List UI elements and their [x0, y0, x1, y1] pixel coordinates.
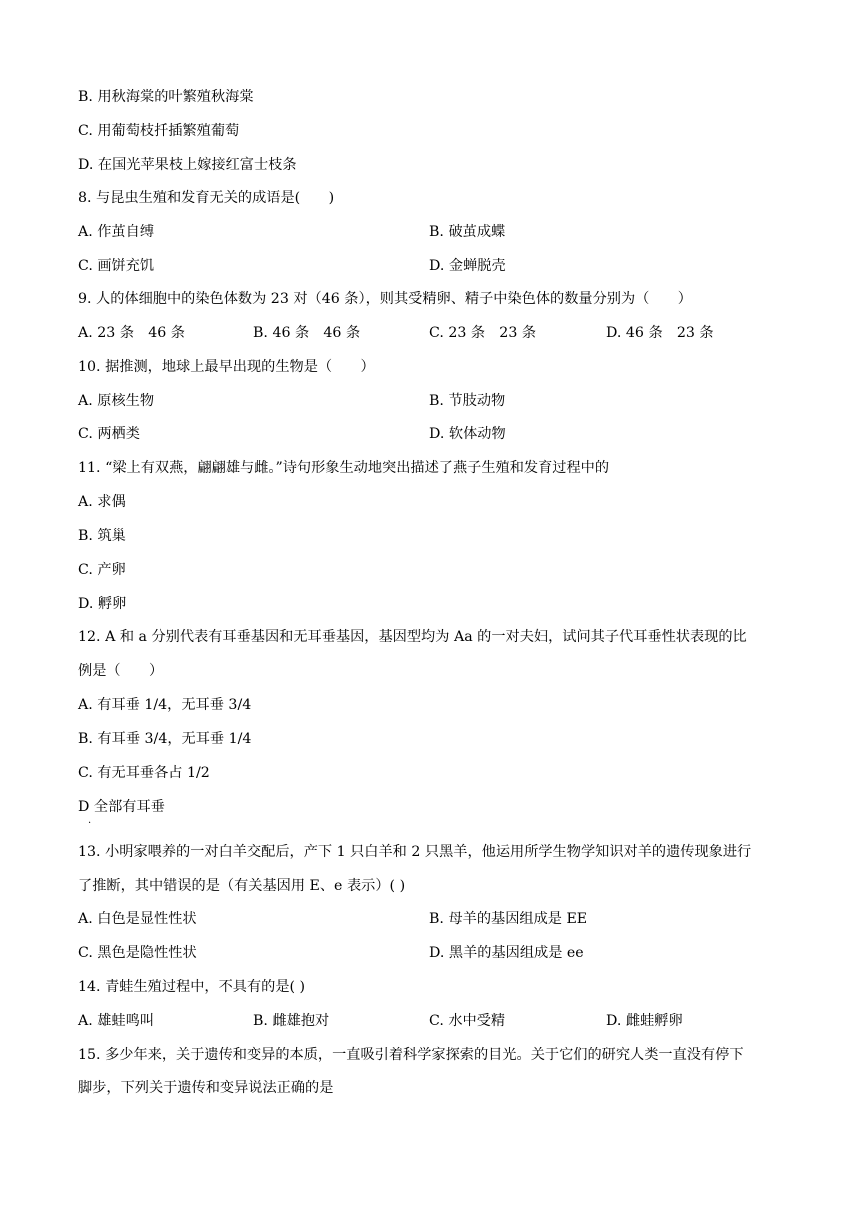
- q10-option-a: A. 原核生物: [78, 393, 155, 409]
- q11-option-b: B. 筑巢: [78, 528, 126, 544]
- q14-option-c: C. 水中受精: [429, 1013, 506, 1029]
- q8-stem: 8. 与昆虫生殖和发育无关的成语是( ): [78, 190, 335, 206]
- q13-stem-line2: 了推断，其中错误的是（有关基因用 E、e 表示）( ): [78, 878, 406, 894]
- q8-option-b: B. 破茧成蝶: [429, 224, 506, 240]
- q9-option-d: D. 46 条 23 条: [606, 325, 714, 341]
- q7-option-b: B. 用秋海棠的叶繁殖秋海棠: [78, 89, 254, 105]
- q13-option-c: C. 黑色是隐性性状: [78, 945, 197, 961]
- q8-option-c: C. 画饼充饥: [78, 258, 155, 274]
- q8-option-a: A. 作茧自缚: [78, 224, 155, 240]
- q11-stem: 11. “梁上有双燕，翩翩雄与雌。”诗句形象生动地突出描述了燕子生殖和发育过程中的: [78, 460, 610, 476]
- q12-stem-line2: 例是（ ）: [78, 663, 164, 679]
- q14-stem: 14. 青蛙生殖过程中，不具有的是( ): [78, 979, 306, 995]
- q15-stem-line1: 15. 多少年来，关于遗传和变异的本质，一直吸引着科学家探索的目光。关于它们的研究人类一直没有停下: [78, 1047, 744, 1063]
- q13-option-b: B. 母羊的基因组成是 EE: [429, 911, 588, 927]
- q9-stem: 9. 人的体细胞中的染色体数为 23 对（46 条），则其受精卵、精子中染色体的数量分别为（ ）: [78, 291, 692, 307]
- q9-option-a: A. 23 条 46 条: [78, 325, 185, 341]
- q11-option-a: A. 求偶: [78, 494, 126, 510]
- q10-option-d: D. 软体动物: [429, 426, 506, 442]
- q12-stem-line1: 12. A 和 a 分别代表有耳垂基因和无耳垂基因，基因型均为 Aa 的一对夫妇，试问其子代耳垂性状表现的比: [78, 629, 747, 645]
- q10-option-c: C. 两栖类: [78, 426, 140, 442]
- q9-option-b: B. 46 条 46 条: [253, 325, 361, 341]
- q12-option-b: B. 有耳垂 3/4，无耳垂 1/4: [78, 731, 252, 747]
- q14-option-b: B. 雌雄抱对: [253, 1013, 330, 1029]
- q15-stem-line2: 脚步，下列关于遗传和变异说法正确的是: [78, 1080, 334, 1096]
- q14-option-a: A. 雄蛙鸣叫: [78, 1013, 155, 1029]
- q14-option-d: D. 雌蛙孵卵: [606, 1013, 683, 1029]
- q13-stem-line1: 13. 小明家喂养的一对白羊交配后，产下 1 只白羊和 2 只黑羊，他运用所学生物学知识对羊的遗传现象进行: [78, 844, 752, 860]
- q8-option-d: D. 金蝉脱壳: [429, 258, 506, 274]
- q11-option-c: C. 产卵: [78, 562, 126, 578]
- q7-option-c: C. 用葡萄枝扦插繁殖葡萄: [78, 123, 240, 139]
- q13-option-d: D. 黑羊的基因组成是 ee: [429, 945, 584, 961]
- q12-option-a: A. 有耳垂 1/4，无耳垂 3/4: [78, 697, 252, 713]
- q10-option-b: B. 节肢动物: [429, 393, 506, 409]
- q9-option-c: C. 23 条 23 条: [429, 325, 537, 341]
- q10-stem: 10. 据推测，地球上最早出现的生物是（ ）: [78, 359, 375, 375]
- q7-option-d: D. 在国光苹果枝上嫁接红富士枝条: [78, 157, 297, 173]
- q12-stray-dot: .: [88, 815, 92, 826]
- q11-option-d: D. 孵卵: [78, 596, 127, 612]
- q13-option-a: A. 白色是显性性状: [78, 911, 197, 927]
- q12-option-d: D 全部有耳垂: [78, 799, 165, 815]
- q12-option-c: C. 有无耳垂各占 1/2: [78, 765, 210, 781]
